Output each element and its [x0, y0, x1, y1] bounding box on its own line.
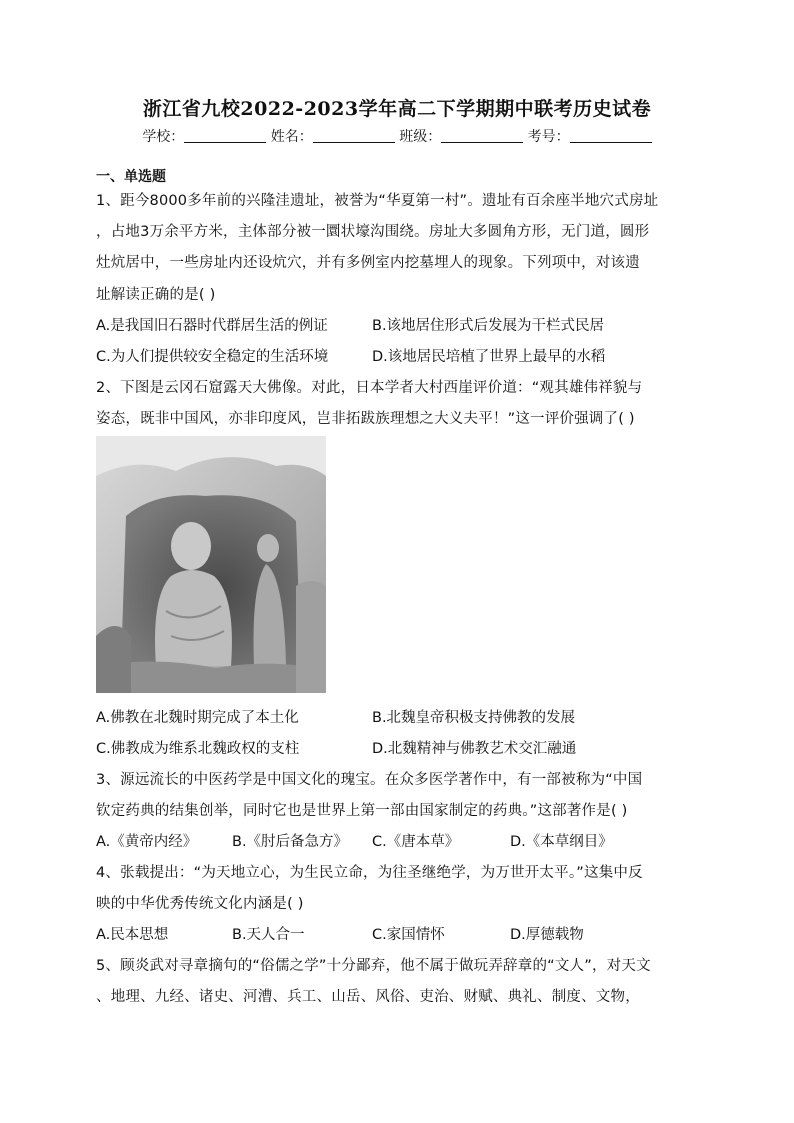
student-info-row — [0, 126, 794, 146]
q1-line: 1、距今8000多年前的兴隆洼遗址，被誉为“华夏第一村”。遗址有百余座半地穴式房址 — [96, 193, 659, 209]
name-blank[interactable] — [313, 128, 395, 143]
school-label: 学校： — [142, 129, 185, 145]
q1-option-d[interactable]: D.该地居民培植了世界上最早的水稻 — [372, 349, 606, 365]
q5-line: 、地理、九经、诸史、河漕、兵工、山岳、风俗、吏治、财赋、典礼、制度、文物， — [96, 989, 640, 1005]
q1-option-a[interactable]: A.是我国旧石器时代群居生活的例证 — [96, 318, 328, 334]
q3-option-c[interactable]: C.《唐本草》 — [372, 834, 460, 850]
q5-line: 5、顾炎武对寻章摘句的“俗儒之学”十分鄙弃，他不属于做玩弄辞章的“文人”，对天文 — [96, 958, 651, 974]
q1-option-c[interactable]: C.为人们提供较安全稳定的生活环境 — [96, 349, 329, 365]
section-heading: 一、单选题 — [96, 169, 166, 185]
class-blank[interactable] — [441, 128, 523, 143]
buddha-image — [96, 436, 326, 693]
q4-option-d[interactable]: D.厚德载物 — [510, 927, 584, 943]
exam-no-blank[interactable] — [570, 128, 652, 143]
q2-option-b[interactable]: B.北魏皇帝积极支持佛教的发展 — [372, 710, 576, 726]
q3-option-d[interactable]: D.《本草纲目》 — [510, 834, 613, 850]
page-title: 浙江省九校2022-2023学年高二下学期期中联考历史试卷 — [142, 98, 652, 120]
q3-option-b[interactable]: B.《肘后备急方》 — [232, 834, 349, 850]
q4-option-a[interactable]: A.民本思想 — [96, 927, 169, 943]
class-label: 班级： — [399, 129, 442, 145]
q2-line: 2、下图是云冈石窟露天大佛像。对此，日本学者大村西崖评价道：“观其雄伟祥貌与 — [96, 380, 643, 396]
q2-line: 姿态，既非中国风，亦非印度风，岂非拓跋族理想之大义夫平！”这一评价强调了( ) — [96, 411, 635, 427]
yungang-buddha-photo — [96, 436, 326, 693]
q3-option-a[interactable]: A.《黄帝内经》 — [96, 834, 198, 850]
q4-line: 4、张载提出：“为天地立心，为生民立命，为往圣继绝学，为万世开太平。”这集中反 — [96, 865, 643, 881]
q4-option-b[interactable]: B.天人合一 — [232, 927, 305, 943]
name-label: 姓名： — [270, 129, 313, 145]
q1-line: 址解读正确的是( ) — [96, 287, 216, 303]
q3-line: 3、源远流长的中医药学是中国文化的瑰宝。在众多医学著作中，有一部被称为“中国 — [96, 772, 643, 788]
exam-no-label: 考号： — [527, 129, 570, 145]
q1-line: ，占地3万余平方米，主体部分被一圜状壕沟围绕。房址大多圆角方形，无门道，圆形 — [96, 224, 650, 240]
q1-line: 灶炕居中，一些房址内还设炕穴，并有多例室内挖墓埋人的现象。下列项中，对该遗 — [96, 255, 640, 271]
q1-option-b[interactable]: B.该地居住形式后发展为干栏式民居 — [372, 318, 605, 334]
q2-option-c[interactable]: C.佛教成为维系北魏政权的支柱 — [96, 741, 300, 757]
school-blank[interactable] — [184, 128, 266, 143]
q3-line: 钦定药典的结集创举，同时它也是世界上第一部由国家制定的药典。”这部著作是( ) — [96, 803, 628, 819]
q4-option-c[interactable]: C.家国情怀 — [372, 927, 445, 943]
q2-option-d[interactable]: D.北魏精神与佛教艺术交汇融通 — [372, 741, 577, 757]
q4-line: 映的中华优秀传统文化内涵是( ) — [96, 896, 304, 912]
q2-option-a[interactable]: A.佛教在北魏时期完成了本土化 — [96, 710, 299, 726]
